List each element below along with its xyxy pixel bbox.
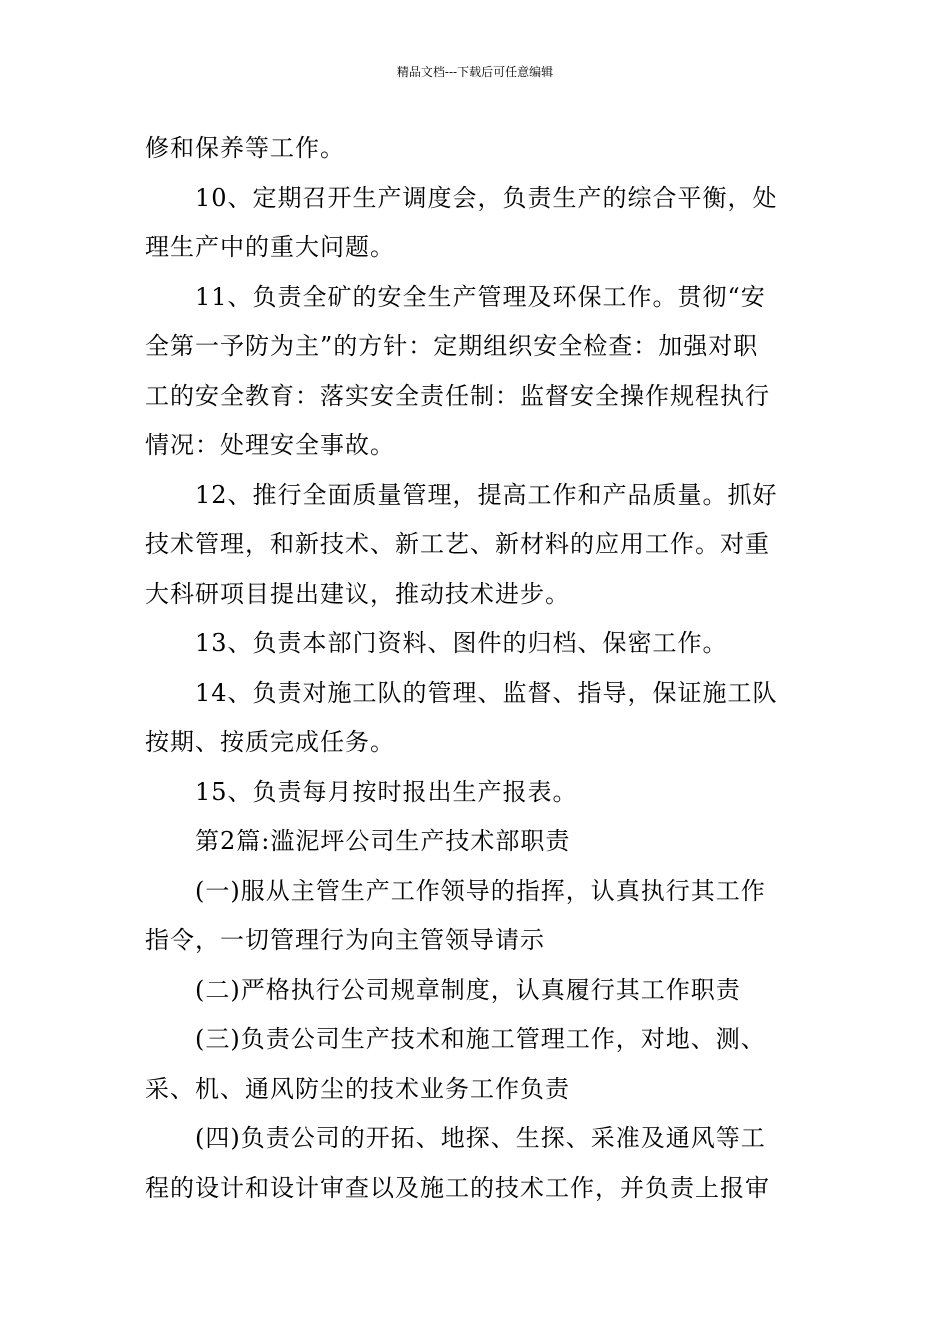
text-line: 全第一予防为主”的方针：定期组织安全检查：加强对职 — [145, 332, 759, 360]
text-line: 程的设计和设计审查以及施工的技术工作，并负责上报审 — [145, 1173, 770, 1202]
page-header: 精品文档---下载后可任意编辑 — [396, 65, 554, 79]
paragraph-start: 12、推行全面质量管理，提高工作和产品质量。抓好 — [195, 480, 778, 509]
section-title: 第2篇:滥泥坪公司生产技术部职责 — [195, 827, 571, 855]
paragraph-start: (四)负责公司的开拓、地探、生探、采准及通风等工 — [195, 1124, 766, 1152]
paragraph-start: 15、负责每月按时报出生产报表。 — [195, 777, 578, 806]
paragraph-start: 10、定期召开生产调度会，负责生产的综合平衡，处 — [195, 183, 778, 212]
paragraph-start: (三)负责公司生产技术和施工管理工作，对地、测、 — [195, 1025, 766, 1053]
paragraph-start: 11、负责全矿的安全生产管理及环保工作。贯彻“安 — [195, 282, 766, 311]
text-line: 修和保养等工作。 — [145, 134, 345, 162]
paragraph-start: 13、负责本部门资料、图件的归档、保密工作。 — [195, 629, 728, 657]
text-line: 指令，一切管理行为向主管领导请示 — [145, 926, 545, 954]
paragraph-start: (二)严格执行公司规章制度，认真履行其工作职责 — [195, 975, 741, 1004]
paragraph-start: (一)服从主管生产工作领导的指挥，认真执行其工作 — [195, 876, 766, 905]
text-line: 按期、按质完成任务。 — [145, 728, 395, 756]
text-line: 理生产中的重大问题。 — [145, 233, 395, 261]
text-line: 情况：处理安全事故。 — [145, 431, 395, 459]
paragraph-start: 14、负责对施工队的管理、监督、指导，保证施工队 — [195, 678, 778, 707]
text-line: 技术管理，和新技术、新工艺、新材料的应用工作。对重 — [145, 530, 770, 558]
text-line: 采、机、通风防尘的技术业务工作负责 — [145, 1074, 570, 1103]
text-line: 大科研项目提出建议，推动技术进步。 — [145, 579, 570, 608]
text-line: 工的安全教育：落实安全责任制：监督安全操作规程执行 — [145, 381, 770, 410]
document-body — [145, 124, 807, 1213]
